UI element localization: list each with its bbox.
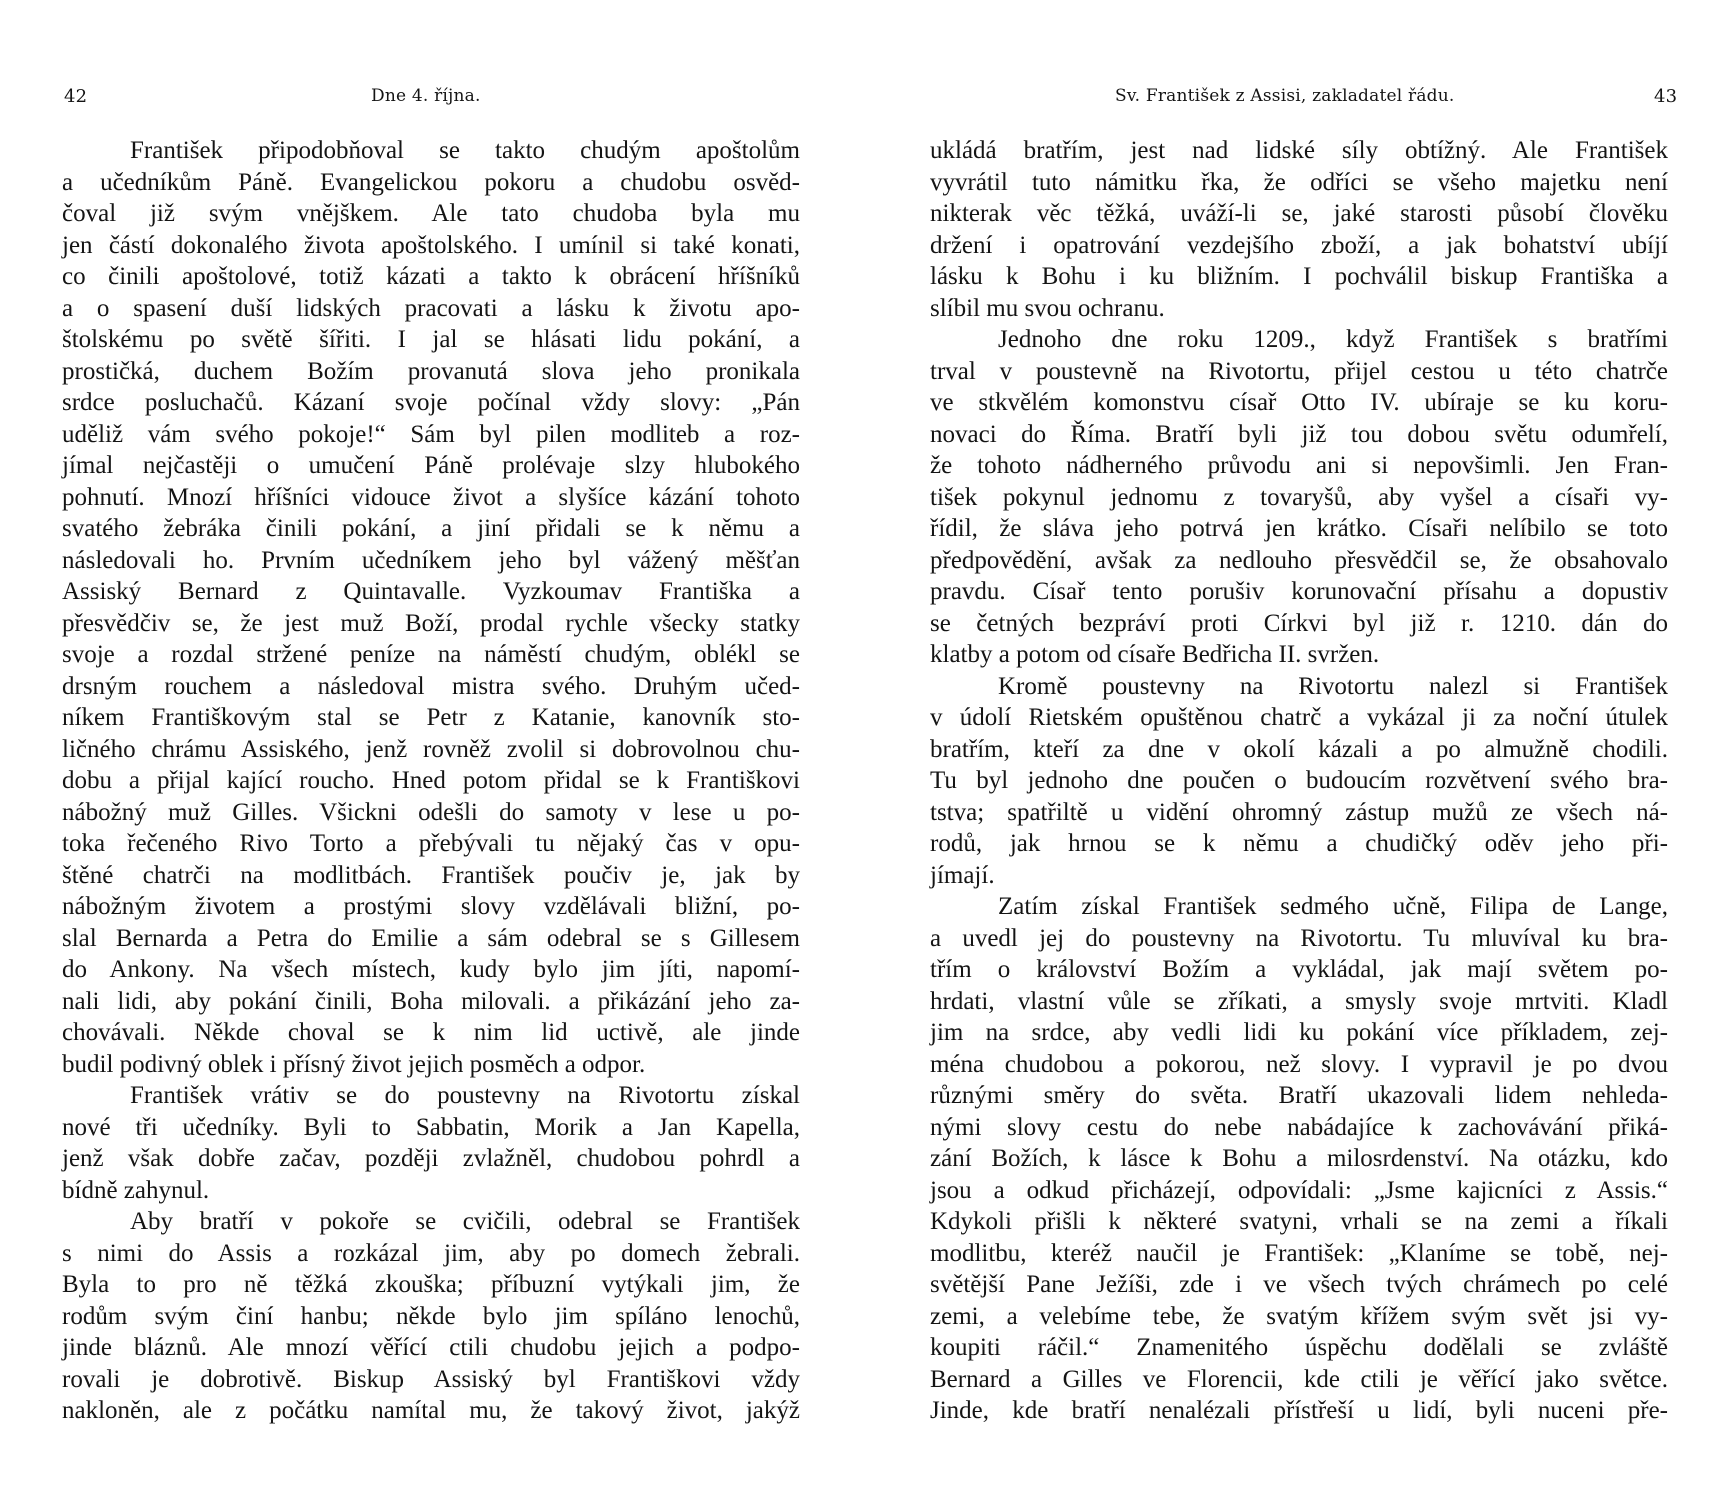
- text-line: Zatím získal František sedmého učně, Filipa de Lange,: [998, 893, 1668, 920]
- right-page: [858, 0, 1716, 1500]
- text-line: jinde bláznů. Ale mnozí věřící ctili chudobu jejich a podpo-: [62, 1334, 800, 1361]
- text-line: toka řečeného Rivo Torto a přebývali tu nějaký čas v opu-: [62, 830, 800, 857]
- text-line: budil podivný oblek i přísný život jejich posměch a odpor.: [62, 1050, 646, 1078]
- text-line: František vrátiv se do poustevny na Rivotortu získal: [130, 1082, 800, 1109]
- text-line: Tu byl jednoho dne poučen o budoucím rozvětvení svého bra-: [930, 767, 1668, 794]
- text-line: pravdu. Císař tento porušiv korunovační přísahu a dopustiv: [930, 578, 1668, 605]
- text-line: Byla to pro ně těžká zkouška; příbuzní vytýkali jim, že: [62, 1271, 800, 1298]
- text-line: a učedníkům Páně. Evangelickou pokoru a chudobu osvěd-: [62, 168, 800, 196]
- text-line: svoje a rozdal stržené peníze na náměstí chudým, oblékl se: [62, 641, 800, 668]
- text-line: se četných bezpráví proti Církvi byl již r. 1210. dán do: [930, 609, 1668, 637]
- text-line: koupiti ráčil.“ Znamenitého úspěchu dodělali se zvláště: [930, 1334, 1668, 1361]
- text-line: Kdykoli přišli k některé svatyni, vrhali se na zemi a říkali: [930, 1208, 1668, 1235]
- page-text: [930, 135, 1668, 1427]
- text-line: co činili apoštolové, totiž kázati a takto k obrácení hříšníků: [62, 263, 800, 290]
- text-line: Jinde, kde bratří nenalézali přístřeší u lidí, byli nuceni pře-: [930, 1397, 1668, 1424]
- text-line: předpovědění, avšak za nedlouho přesvědčil se, že obsahovalo: [930, 546, 1668, 574]
- text-line: nábožným životem a prostými slovy vzdělávali bližní, po-: [62, 893, 800, 920]
- text-line: jímal nejčastěji o umučení Páně prolévaje slzy hlubokého: [62, 452, 800, 479]
- text-line: modlitbu, kteréž naučil je František: „Klaníme se tobě, nej-: [930, 1239, 1668, 1267]
- text-line: držení i opatrování vezdejšího zboží, a jak bohatství ubíjí: [930, 231, 1668, 259]
- text-line: bratřím, kteří za dne v okolí kázali a po almužně chodili.: [930, 735, 1668, 763]
- text-line: rodům svým činí hanbu; někde bylo jim spíláno lenochů,: [62, 1302, 800, 1330]
- text-line: štěné chatrči na modlitbách. František poučiv je, jak by: [62, 861, 800, 889]
- text-line: dobu a přijal kající roucho. Hned potom přidal se k Františkovi: [62, 767, 800, 794]
- text-line: nikterak věc těžká, uváží-li se, jaké starosti působí člověku: [930, 200, 1668, 227]
- text-line: Kromě poustevny na Rivotortu nalezl si František: [998, 672, 1668, 700]
- text-line: že tohoto nádherného průvodu ani si nepovšimli. Jen Fran-: [930, 452, 1668, 479]
- text-line: níkem Františkovým stal se Petr z Katanie, kanovník sto-: [62, 704, 800, 731]
- running-head: Sv. František z Assisi, zakladatel řádu.: [1115, 86, 1455, 106]
- text-line: drsným rouchem a následoval mistra svého. Druhým učed-: [62, 672, 800, 700]
- text-line: ména chudobou a pokorou, než slovy. I vypravil je po dvou: [930, 1050, 1668, 1078]
- text-line: Aby bratří v pokoře se cvičili, odebral se František: [130, 1208, 800, 1235]
- text-line: pohnutí. Mnozí hříšníci vidouce život a slyšíce kázání tohoto: [62, 483, 800, 511]
- text-line: přesvědčiv se, že jest muž Boží, prodal rychle všecky statky: [62, 609, 800, 637]
- text-line: trval v poustevně na Rivotortu, přijel cestou u této chatrče: [930, 357, 1668, 385]
- page-number: 42: [64, 86, 88, 107]
- text-line: rodů, jak hrnou se k němu a chudičký oděv jeho při-: [930, 830, 1668, 857]
- text-line: chovávali. Někde choval se k nim lid uctivě, ale jinde: [62, 1019, 800, 1046]
- text-line: zání Božích, k lásce k Bohu a milosrdenství. Na otázku, kdo: [930, 1145, 1668, 1172]
- text-line: světější Pane Ježíši, zde i ve všech tvých chrámech po celé: [930, 1271, 1668, 1298]
- running-head: Dne 4. října.: [371, 86, 481, 106]
- text-line: štolskému po světě šířiti. I jal se hlásati lidu pokání, a: [62, 326, 800, 353]
- text-line: a o spasení duší lidských pracovati a lásku k životu apo-: [62, 294, 800, 322]
- text-line: zemi, a velebíme tebe, že svatým křížem svým svět jsi vy-: [930, 1302, 1668, 1330]
- text-line: prostičká, duchem Božím provanutá slova jeho pronikala: [62, 357, 800, 385]
- text-line: nakloněn, ale z počátku namítal mu, že takový život, jakýž: [62, 1397, 800, 1424]
- text-line: do Ankony. Na všech místech, kudy bylo jim jíti, napomí-: [62, 956, 800, 983]
- text-line: svatého žebráka činili pokání, a jiní přidali se k němu a: [62, 515, 800, 542]
- text-line: František připodobňoval se takto chudým apoštolům: [130, 137, 800, 164]
- text-line: nové tři učedníky. Byli to Sabbatin, Morik a Jan Kapella,: [62, 1113, 800, 1141]
- text-line: tstva; spatřiltě u vidění ohromný zástup mužů ze všech ná-: [930, 798, 1668, 826]
- text-line: čoval již svým vnějškem. Ale tato chudoba byla mu: [62, 200, 800, 227]
- text-line: a uvedl jej do poustevny na Rivotortu. Tu mluvíval ku bra-: [930, 924, 1668, 952]
- text-line: klatby a potom od císaře Bedřicha II. svržen.: [930, 641, 1380, 668]
- text-line: Bernard a Gilles ve Florencii, kde ctili je věřící jako světce.: [930, 1365, 1668, 1393]
- text-line: vyvrátil tuto námitku řka, že odříci se všeho majetku není: [930, 168, 1668, 196]
- text-line: jim na srdce, aby vedli lidi ku pokání více příkladem, zej-: [930, 1019, 1668, 1046]
- text-line: uděliž vám svého pokoje!“ Sám byl pilen modliteb a roz-: [62, 420, 800, 448]
- text-line: jsou a odkud přicházejí, odpovídali: „Jsme kajicníci z Assis.“: [930, 1176, 1668, 1204]
- text-line: nábožný muž Gilles. Všickni odešli do samoty v lese u po-: [62, 798, 800, 826]
- text-line: Assiský Bernard z Quintavalle. Vyzkoumav Františka a: [62, 578, 800, 605]
- text-line: různými směry do světa. Bratří ukazovali lidem nehleda-: [930, 1082, 1668, 1109]
- text-line: jímají.: [930, 861, 995, 889]
- text-line: rovali je dobrotivě. Biskup Assiský byl Františkovi vždy: [62, 1365, 800, 1393]
- text-line: nými slovy cestu do nebe nabádajíce k zachovávání přiká-: [930, 1113, 1668, 1141]
- text-line: slíbil mu svou ochranu.: [930, 294, 1165, 322]
- text-line: třím o království Božím a vykládal, jak mají světem po-: [930, 956, 1668, 983]
- text-line: jenž však dobře začav, později zvlažněl, chudobou pohrdl a: [62, 1145, 800, 1172]
- text-line: v údolí Rietském opuštěnou chatrč a vykázal ji za noční útulek: [930, 704, 1668, 731]
- text-line: novaci do Říma. Bratří byli již tou dobou světu odumřelí,: [930, 420, 1668, 448]
- text-line: řídil, že sláva jeho potrvá jen krátko. Císaři nelíbilo se toto: [930, 515, 1668, 542]
- text-line: ve stkvělém komonstvu císař Otto IV. ubíraje se ku koru-: [930, 389, 1668, 416]
- text-line: ukládá bratřím, jest nad lidské síly obtížný. Ale František: [930, 137, 1668, 164]
- text-line: lásku k Bohu i ku bližním. I pochválil biskup Františka a: [930, 263, 1668, 290]
- text-line: bídně zahynul.: [62, 1176, 210, 1204]
- text-line: slal Bernarda a Petra do Emilie a sám odebral se s Gillesem: [62, 924, 800, 952]
- text-line: s nimi do Assis a rozkázal jim, aby po domech žebrali.: [62, 1239, 800, 1267]
- text-line: jen částí dokonalého života apoštolského. I umínil si také konati,: [62, 231, 800, 259]
- text-line: Jednoho dne roku 1209., když František s bratřími: [998, 326, 1668, 353]
- text-line: ličného chrámu Assiského, jenž rovněž zvolil si dobrovolnou chu-: [62, 735, 800, 763]
- text-line: nali lidi, aby pokání činili, Boha milovali. a přikázání jeho za-: [62, 987, 800, 1015]
- text-line: hrdati, vlastní vůle se zříkati, a smysly svoje mrtviti. Kladl: [930, 987, 1668, 1015]
- text-line: srdce posluchačů. Kázaní svoje počínal vždy slovy: „Pán: [62, 389, 800, 416]
- page-text: [62, 135, 800, 1427]
- page-number: 43: [1654, 86, 1678, 107]
- text-line: tišek pokynul jednomu z tovaryšů, aby vyšel a císaři vy-: [930, 483, 1668, 511]
- text-line: následovali ho. Prvním učedníkem jeho byl vážený měšťan: [62, 546, 800, 574]
